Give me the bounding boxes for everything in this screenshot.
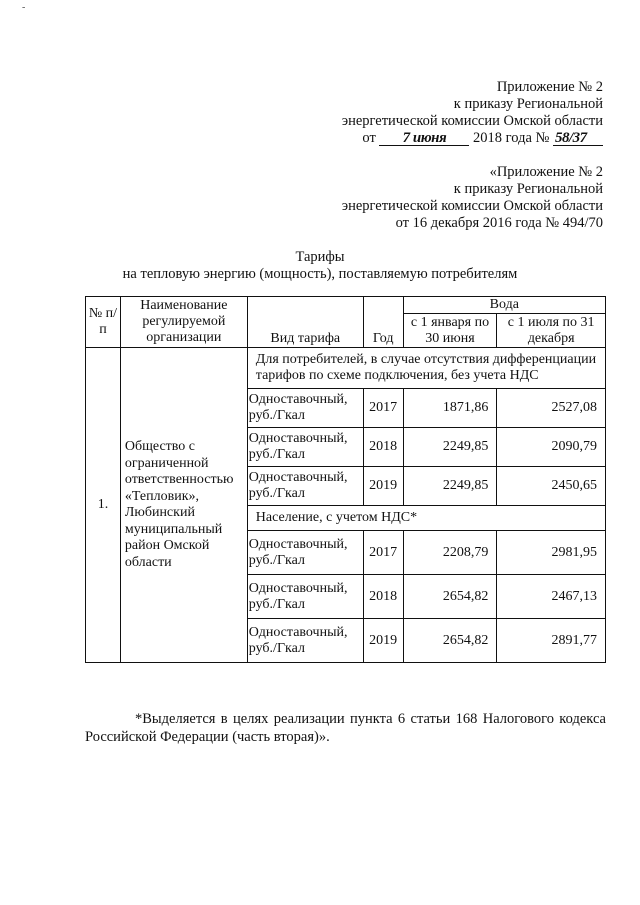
period-2-cell: 2527,08 bbox=[497, 389, 606, 428]
organization-name: Общество с ограниченной ответственностью «Тепловик», Любинский муниципальный район Омской области bbox=[120, 348, 247, 663]
tariff-type-cell: Одноставочный, руб./Гкал bbox=[247, 619, 363, 663]
year-cell: 2017 bbox=[363, 531, 403, 575]
header-water: Вода bbox=[403, 297, 605, 314]
corner-mark: - bbox=[22, 2, 26, 13]
tariff-type-cell: Одноставочный, руб./Гкал bbox=[247, 428, 363, 467]
original-appendix-title: «Приложение № 2 bbox=[489, 164, 603, 180]
document-title: Тарифы bbox=[295, 249, 345, 265]
year-cell: 2018 bbox=[363, 575, 403, 619]
period-1-cell: 2249,85 bbox=[403, 428, 497, 467]
tariff-type-cell: Одноставочный, руб./Гкал bbox=[247, 531, 363, 575]
header-organization: Наименование регулируемой организации bbox=[120, 297, 247, 348]
period-2-cell: 2467,13 bbox=[497, 575, 606, 619]
tariffs-table bbox=[85, 296, 606, 663]
handwritten-number: 58/37 bbox=[553, 131, 603, 146]
section-title: Население, с учетом НДС* bbox=[247, 506, 605, 531]
date-prefix: от bbox=[362, 130, 376, 146]
year-cell: 2019 bbox=[363, 467, 403, 506]
header-period-1: с 1 января по 30 июня bbox=[403, 314, 497, 348]
period-1-cell: 2208,79 bbox=[403, 531, 497, 575]
period-1-cell: 2249,85 bbox=[403, 467, 497, 506]
appendix-header-original bbox=[342, 164, 603, 232]
period-2-cell: 2981,95 bbox=[497, 531, 606, 575]
header-year: Год bbox=[363, 297, 403, 348]
tariff-type-cell: Одноставочный, руб./Гкал bbox=[247, 389, 363, 428]
period-1-cell: 2654,82 bbox=[403, 619, 497, 663]
original-commission-line: энергетической комиссии Омской области bbox=[341, 198, 603, 214]
year-cell: 2018 bbox=[363, 428, 403, 467]
appendix-commission-line: энергетической комиссии Омской области bbox=[341, 113, 603, 129]
period-2-cell: 2891,77 bbox=[497, 619, 606, 663]
period-1-cell: 1871,86 bbox=[403, 389, 497, 428]
year-cell: 2017 bbox=[363, 389, 403, 428]
appendix-date-line bbox=[342, 130, 603, 147]
header-num: № п/п bbox=[86, 297, 121, 348]
handwritten-date: 7 июня bbox=[379, 131, 469, 146]
period-2-cell: 2450,65 bbox=[497, 467, 606, 506]
year-text: 2018 года № bbox=[473, 130, 550, 146]
header-period-2: с 1 июля по 31 декабря bbox=[497, 314, 606, 348]
appendix-header-current bbox=[342, 79, 603, 147]
original-date-line: от 16 декабря 2016 года № 494/70 bbox=[395, 215, 603, 231]
row-number: 1. bbox=[86, 348, 121, 663]
period-2-cell: 2090,79 bbox=[497, 428, 606, 467]
appendix-order-line: к приказу Региональной bbox=[453, 96, 603, 112]
document-subtitle: на тепловую энергию (мощность), поставляемую потребителям bbox=[122, 266, 518, 282]
tariff-type-cell: Одноставочный, руб./Гкал bbox=[247, 467, 363, 506]
section-title: Для потребителей, в случае отсутствия дифференциации тарифов по схеме подключения, без учета НДС bbox=[247, 348, 605, 389]
original-order-line: к приказу Региональной bbox=[453, 181, 603, 197]
header-tariff-type: Вид тарифа bbox=[247, 297, 363, 348]
footnote: *Выделяется в целях реализации пункта 6 статьи 168 Налогового кодекса Российской Федерации (часть вторая)». bbox=[85, 711, 606, 745]
appendix-title: Приложение № 2 bbox=[496, 79, 603, 95]
period-1-cell: 2654,82 bbox=[403, 575, 497, 619]
tariff-type-cell: Одноставочный, руб./Гкал bbox=[247, 575, 363, 619]
year-cell: 2019 bbox=[363, 619, 403, 663]
